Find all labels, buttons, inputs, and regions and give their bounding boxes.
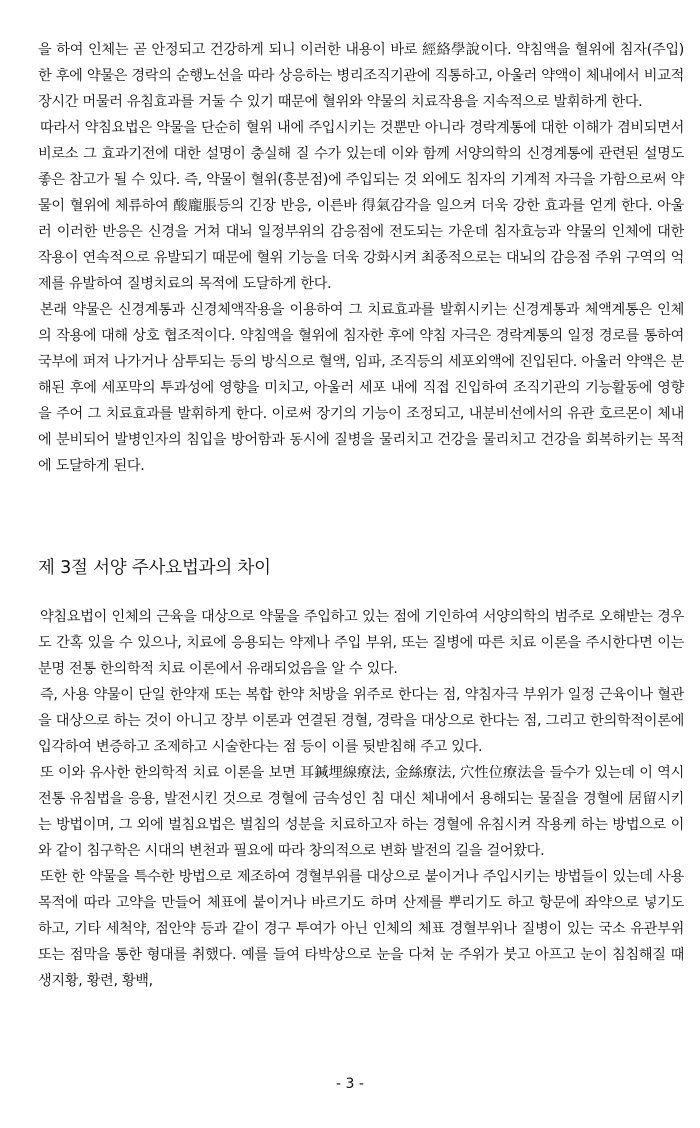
paragraph: 즉, 사용 약물이 단일 한약재 또는 복합 한약 처방을 위주로 한다는 점, 약침자극 부위가 일정 근육이나 혈관을 대상으로 하는 것이 아니고 장부 이론과 연결된 경혈, 경락을 대상으로 한다는 점, 그리고 한의학적이론에 입각하여 변증하고 조제하고 시술한다는 점 등이 이를 뒷받침해 주고 있다. [38,687,684,755]
body-text-lower [38,604,684,994]
paragraph: 따라서 약침요법은 약물을 단순히 혈위 내에 주입시키는 것뿐만 아니라 경락계통에 대한 이해가 겸비되면서 비로소 그 효과기전에 대한 설명이 충실해 질 수가 있는데 이와 함께 서양의학의 신경계통에 관련된 설명도 좋은 참고가 될 수 있다. 즉, 약물이 혈위(흥분점)에 주입되는 것 외에도 침자의 기계적 자극을 가함으로써 약물이 혈위에 체류하여 酸龐脹등의 긴장 반응, 이른바 得氣감각을 일으켜 더욱 강한 효과를 얻게 한다. 아울러 이러한 반응은 신경을 거쳐 대뇌 일정부위의 감응점에 전도되는 가운데 침자효능과 약물의 인체에 대한 작용이 연속적으로 유발되기 때문에 혈위 기능을 더욱 강화시켜 최종적으로는 대뇌의 감응점 주위 구역의 억제를 유발하여 질병치료의 목적에 도달하게 한다. [38,120,684,292]
paragraph: 약침요법이 인체의 근육을 대상으로 약물을 주입하고 있는 점에 기인하여 서양의학의 범주로 오해받는 경우도 간혹 있을 수 있으나, 치료에 응용되는 약제나 주입 부위, 또는 질병에 따른 치료 이론을 주시한다면 이는 분명 전통 한의학적 치료 이론에서 유래되었음을 알 수 있다. [38,609,684,677]
body-text-upper [38,37,684,479]
paragraph: 을 하여 인체는 곧 안정되고 건강하게 되니 이러한 내용이 바로 經絡學說이다. 약침액을 혈위에 침자(주입)한 후에 약물은 경락의 순행노선을 따라 상응하는 병리조직기관에 직통하고, 아울러 약액이 체내에서 비교적 장시간 머물러 유침효과를 거둘 수 있기 때문에 혈위와 약물의 치료작용을 지속적으로 발휘하게 한다. [38,42,684,110]
page-number: - 3 - [336,1076,364,1092]
paragraph: 본래 약물은 신경계통과 신경체액작용을 이용하여 그 치료효과를 발휘시키는 신경계통과 체액계통은 인체의 작용에 대해 상호 협조적이다. 약침액을 혈위에 침자한 후에 약침 자극은 경락계통의 일정 경로를 통하여 국부에 퍼져 나가거나 삼투되는 등의 방식으로 혈액, 임파, 조직등의 세포외액에 진입된다. 아울러 약액은 분해된 후에 세포막의 투과성에 영향을 미치고, 아울러 세포 내에 직접 진입하여 조직기관의 기능활동에 영향을 주어 그 치료효과를 발휘하게 한다. 이로써 장기의 기능이 조정되고, 내분비선에서의 유관 호르몬이 체내에 분비되어 발병인자의 침입을 방어함과 동시에 질병을 물리치고 건강을 물리치고 건강을 회복하키는 목적에 도달하게 된다. [38,302,684,474]
section-heading: 제 3절 서양 주사요법과의 차이 [38,558,271,578]
paragraph: 또한 한 약물을 특수한 방법으로 제조하여 경혈부위를 대상으로 붙이거나 주입시키는 방법들이 있는데 사용 목적에 따라 고약을 만들어 체표에 붙이거나 바르기도 하며 산제를 뿌리기도 하고 항문에 좌약으로 넣기도 하고, 기타 세척약, 점안약 등과 같이 경구 투여가 아닌 인체의 체표 경혈부위나 질병이 있는 국소 유관부위 또는 점막을 통한 형대를 취했다. 예를 들여 타박상으로 눈을 다쳐 눈 주위가 붓고 아프고 눈이 침침해질 때 생지황, 황련, 황백, [38,869,684,989]
paragraph: 또 이와 유사한 한의학적 치료 이론을 보면 耳鍼埋線療法, 金絲療法, 穴性位療法을 들수가 있는데 이 역시 전통 유침법을 응용, 발전시킨 것으로 경혈에 금속성인 침 대신 체내에서 용해되는 물질을 경혈에 居留시키는 방법이며, 그 외에 벌침요법은 벌침의 성분을 치료하고자 하는 경혈에 유침시켜 작용케 하는 방법으로 이와 같이 침구학은 시대의 변천과 필요에 따라 창의적으로 변화 발전의 길을 걸어왔다. [38,765,684,859]
